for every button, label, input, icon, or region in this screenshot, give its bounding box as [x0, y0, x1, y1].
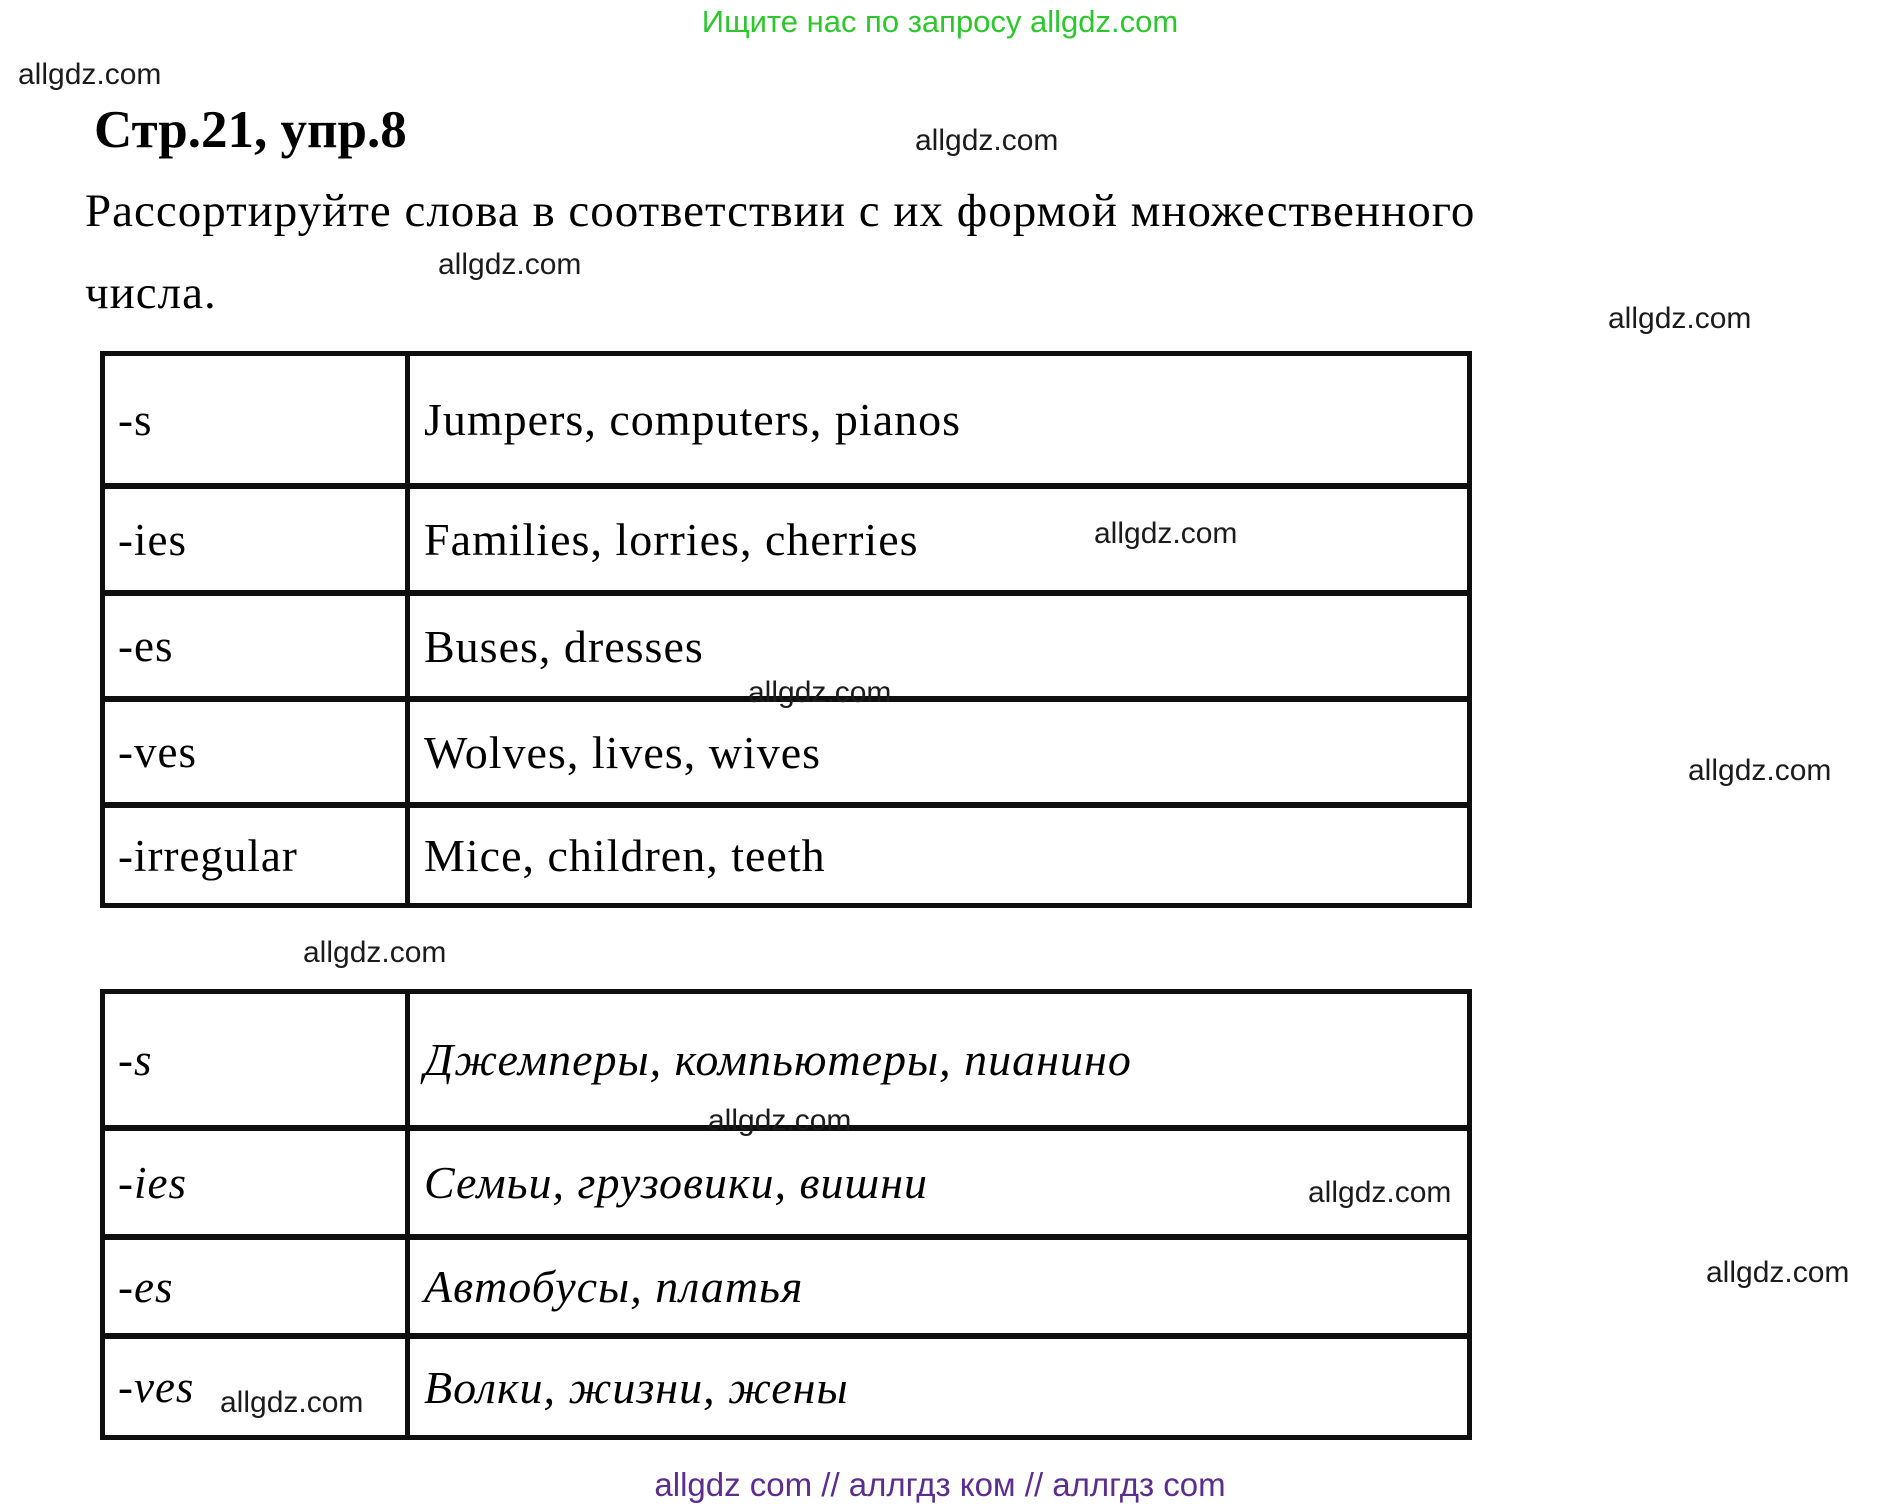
suffix-cell: -ies — [105, 489, 410, 590]
watermark: allgdz.com — [1608, 302, 1752, 335]
suffix-cell: -s — [105, 994, 410, 1125]
suffix-cell: -ves — [105, 1339, 410, 1435]
table-russian-translations — [100, 989, 1472, 1440]
footer-text: allgdz com // аллгдз ком // аллгдз com — [654, 1466, 1226, 1503]
words-cell: Wolves, lives, wives — [424, 726, 822, 778]
suffix-cell: -es — [105, 1240, 410, 1333]
watermark: allgdz.com — [1688, 754, 1832, 787]
watermark: allgdz.com — [708, 1104, 852, 1137]
table-row — [105, 1240, 1467, 1339]
table-row — [105, 356, 1467, 489]
words-cell: Buses, dresses — [424, 620, 704, 672]
task-text-line2: числа. — [85, 267, 217, 319]
table-row — [105, 1131, 1467, 1240]
suffix-cell: -es — [105, 596, 410, 696]
watermark: allgdz.com — [1308, 1176, 1452, 1209]
table-row — [105, 489, 1467, 596]
page-title: Стр.21, упр.8 — [94, 101, 407, 159]
suffix-cell: -irregular — [105, 808, 410, 903]
suffix-cell: -s — [105, 356, 410, 483]
suffix-cell: -ves — [105, 702, 410, 802]
table-row — [105, 808, 1467, 903]
watermark: allgdz.com — [303, 936, 447, 969]
watermark: allgdz.com — [438, 248, 582, 281]
watermark: allgdz.com — [1706, 1256, 1850, 1289]
watermark: allgdz.com — [1094, 517, 1238, 550]
watermark: allgdz.com — [18, 58, 162, 91]
suffix-cell: -ies — [105, 1131, 410, 1234]
words-cell: Семьи, грузовики, вишни — [424, 1157, 929, 1208]
watermark: allgdz.com — [748, 676, 892, 709]
words-cell: Джемперы, компьютеры, пианино — [424, 1034, 1132, 1085]
words-cell: Автобусы, платья — [424, 1261, 804, 1312]
table-row — [105, 702, 1467, 808]
words-cell: Волки, жизни, жены — [424, 1361, 849, 1413]
table-english-plurals — [100, 351, 1472, 908]
words-cell: Mice, children, teeth — [424, 830, 826, 881]
task-text-line1: Рассортируйте слова в соответствии с их формой множественного — [85, 185, 1476, 237]
words-cell: Families, lorries, cherries — [424, 514, 919, 565]
watermark: allgdz.com — [220, 1386, 364, 1419]
words-cell: Jumpers, computers, pianos — [424, 394, 962, 445]
promo-banner: Ищите нас по запросу allgdz.com — [701, 4, 1179, 39]
watermark: allgdz.com — [915, 124, 1059, 157]
